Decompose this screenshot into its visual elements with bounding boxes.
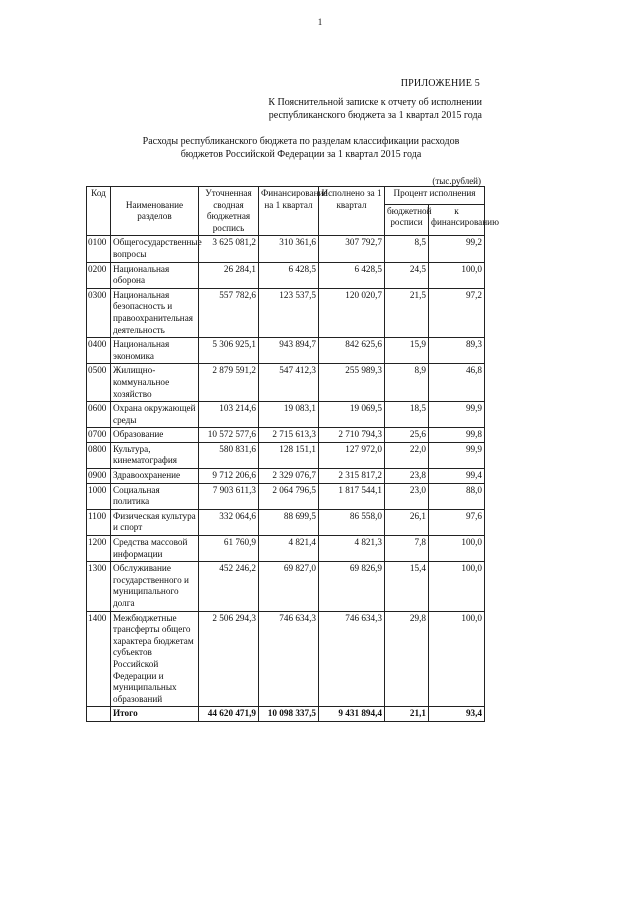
table-row: [87, 364, 485, 402]
cell-budget: 452 246,2: [199, 562, 259, 611]
cell-financing: 123 537,5: [259, 288, 319, 337]
cell-pct-financing: 99,2: [429, 236, 485, 262]
cell-pct-financing: 88,0: [429, 483, 485, 509]
cell-financing: 2 064 796,5: [259, 483, 319, 509]
cell-executed: 842 625,6: [319, 338, 385, 364]
cell-name: Физическая культура и спорт: [111, 509, 199, 535]
cell-pct-financing: 99,9: [429, 402, 485, 428]
header-pct-financing: к финансированию: [429, 204, 485, 236]
cell-pct-budget: 29,8: [385, 611, 429, 707]
cell-financing: 6 428,5: [259, 262, 319, 288]
cell-code: 0500: [87, 364, 111, 402]
cell-financing: 547 412,3: [259, 364, 319, 402]
cell-executed: 1 817 544,1: [319, 483, 385, 509]
table-row: [87, 562, 485, 611]
cell-financing: 310 361,6: [259, 236, 319, 262]
cell-financing: 88 699,5: [259, 509, 319, 535]
table-row: [87, 288, 485, 337]
cell-financing: 943 894,7: [259, 338, 319, 364]
appendix-label: ПРИЛОЖЕНИЕ 5: [400, 78, 480, 89]
cell-pct-budget: 8,9: [385, 364, 429, 402]
cell-pct-financing: 100,0: [429, 536, 485, 562]
cell-pct-budget: 26,1: [385, 509, 429, 535]
cell-code: 0600: [87, 402, 111, 428]
table-row: [87, 236, 485, 262]
cell-executed: 120 020,7: [319, 288, 385, 337]
cell-financing: 19 083,1: [259, 402, 319, 428]
cell-pct-budget: 24,5: [385, 262, 429, 288]
cell-code: 0100: [87, 236, 111, 262]
table-row: [87, 442, 485, 468]
cell-pct-budget: 22,0: [385, 442, 429, 468]
cell-pct-financing: 89,3: [429, 338, 485, 364]
cell-pct-financing: 100,0: [429, 262, 485, 288]
cell-pct-financing: 99,4: [429, 469, 485, 484]
cell-executed: 307 792,7: [319, 236, 385, 262]
header-financing: Финансирование на 1 квартал: [259, 187, 319, 236]
document-title: Расходы республиканского бюджета по разделам классификации расходов бюджетов Российской Федерации за 1 квартал 2015 года: [142, 136, 460, 160]
cell-budget: 332 064,6: [199, 509, 259, 535]
table-total-row: [87, 707, 485, 722]
cell-budget: 10 572 577,6: [199, 428, 259, 443]
cell-pct-budget: 21,1: [385, 707, 429, 722]
cell-financing: 69 827,0: [259, 562, 319, 611]
cell-budget: 7 903 611,3: [199, 483, 259, 509]
table-body: [87, 236, 485, 722]
cell-pct-budget: 8,5: [385, 236, 429, 262]
table-row: [87, 509, 485, 535]
table-row: [87, 402, 485, 428]
cell-code: 0400: [87, 338, 111, 364]
cell-name: Здравоохранение: [111, 469, 199, 484]
cell-pct-financing: 97,2: [429, 288, 485, 337]
cell-budget: 5 306 925,1: [199, 338, 259, 364]
cell-name: Охрана окружающей среды: [111, 402, 199, 428]
table-header: [87, 187, 499, 236]
table-row: [87, 536, 485, 562]
table-row: [87, 428, 485, 443]
cell-budget: 557 782,6: [199, 288, 259, 337]
cell-pct-budget: 15,4: [385, 562, 429, 611]
cell-financing: 2 329 076,7: [259, 469, 319, 484]
cell-executed: 2 315 817,2: [319, 469, 385, 484]
cell-executed: 19 069,5: [319, 402, 385, 428]
cell-financing: 128 151,1: [259, 442, 319, 468]
cell-pct-financing: 93,4: [429, 707, 485, 722]
cell-budget: 103 214,6: [199, 402, 259, 428]
cell-executed: 127 972,0: [319, 442, 385, 468]
cell-pct-financing: 99,8: [429, 428, 485, 443]
cell-name: Общегосударственные вопросы: [111, 236, 199, 262]
cell-pct-budget: 15,9: [385, 338, 429, 364]
cell-code: 1000: [87, 483, 111, 509]
cell-code: [87, 707, 111, 722]
cell-code: 1100: [87, 509, 111, 535]
cell-name: Национальная оборона: [111, 262, 199, 288]
table-row: [87, 262, 485, 288]
cell-pct-financing: 46,8: [429, 364, 485, 402]
cell-name: Национальная экономика: [111, 338, 199, 364]
cell-pct-budget: 21,5: [385, 288, 429, 337]
cell-financing: 2 715 613,3: [259, 428, 319, 443]
cell-name: Межбюджетные трансферты общего характера бюджетам субъектов Российской Федерации и муниципальных образований: [111, 611, 199, 707]
cell-pct-financing: 100,0: [429, 611, 485, 707]
cell-executed: 746 634,3: [319, 611, 385, 707]
cell-code: 0700: [87, 428, 111, 443]
cell-budget: 44 620 471,9: [199, 707, 259, 722]
cell-budget: 9 712 206,6: [199, 469, 259, 484]
cell-code: 0200: [87, 262, 111, 288]
cell-pct-budget: 23,8: [385, 469, 429, 484]
expenditure-table: [86, 186, 499, 722]
unit-label: (тыс.рублей): [432, 176, 481, 186]
cell-financing: 746 634,3: [259, 611, 319, 707]
cell-executed: 86 558,0: [319, 509, 385, 535]
table-row: [87, 338, 485, 364]
cell-code: 0900: [87, 469, 111, 484]
cell-pct-budget: 25,6: [385, 428, 429, 443]
cell-budget: 26 284,1: [199, 262, 259, 288]
cell-budget: 2 879 591,2: [199, 364, 259, 402]
header-executed: Исполнено за 1 квартал: [319, 187, 385, 236]
cell-executed: 6 428,5: [319, 262, 385, 288]
header-code: Код: [87, 187, 111, 236]
header-pct-budget: бюджетной росписи: [385, 204, 429, 236]
cell-code: 1400: [87, 611, 111, 707]
cell-executed: 255 989,3: [319, 364, 385, 402]
header-percent: Процент исполнения: [385, 187, 485, 205]
cell-name: Жилищно-коммунальное хозяйство: [111, 364, 199, 402]
expenditure-table-container: [86, 186, 499, 722]
table-row: [87, 611, 485, 707]
cell-budget: 2 506 294,3: [199, 611, 259, 707]
cell-name: Итого: [111, 707, 199, 722]
cell-code: 0300: [87, 288, 111, 337]
explanatory-note-reference: К Пояснительной записке к отчету об исполнении республиканского бюджета за 1 квартал 2015 года: [268, 97, 482, 121]
cell-pct-budget: 7,8: [385, 536, 429, 562]
cell-financing: 10 098 337,5: [259, 707, 319, 722]
table-row: [87, 483, 485, 509]
cell-budget: 3 625 081,2: [199, 236, 259, 262]
cell-name: Социальная политика: [111, 483, 199, 509]
cell-pct-financing: 99,9: [429, 442, 485, 468]
cell-executed: 9 431 894,4: [319, 707, 385, 722]
cell-executed: 4 821,3: [319, 536, 385, 562]
cell-code: 1300: [87, 562, 111, 611]
cell-code: 1200: [87, 536, 111, 562]
cell-name: Средства массовой информации: [111, 536, 199, 562]
cell-budget: 61 760,9: [199, 536, 259, 562]
cell-name: Культура, кинематография: [111, 442, 199, 468]
cell-name: Национальная безопасность и правоохранительная деятельность: [111, 288, 199, 337]
table-row: [87, 469, 485, 484]
cell-name: Обслуживание государственного и муниципального долга: [111, 562, 199, 611]
cell-budget: 580 831,6: [199, 442, 259, 468]
cell-pct-financing: 97,6: [429, 509, 485, 535]
cell-pct-budget: 23,0: [385, 483, 429, 509]
cell-financing: 4 821,4: [259, 536, 319, 562]
cell-code: 0800: [87, 442, 111, 468]
cell-pct-budget: 18,5: [385, 402, 429, 428]
page-number: 1: [317, 17, 323, 27]
header-name: Наименование разделов: [111, 187, 199, 236]
cell-pct-financing: 100,0: [429, 562, 485, 611]
cell-executed: 2 710 794,3: [319, 428, 385, 443]
header-budget: Уточненная сводная бюджетная роспись: [199, 187, 259, 236]
cell-name: Образование: [111, 428, 199, 443]
cell-executed: 69 826,9: [319, 562, 385, 611]
